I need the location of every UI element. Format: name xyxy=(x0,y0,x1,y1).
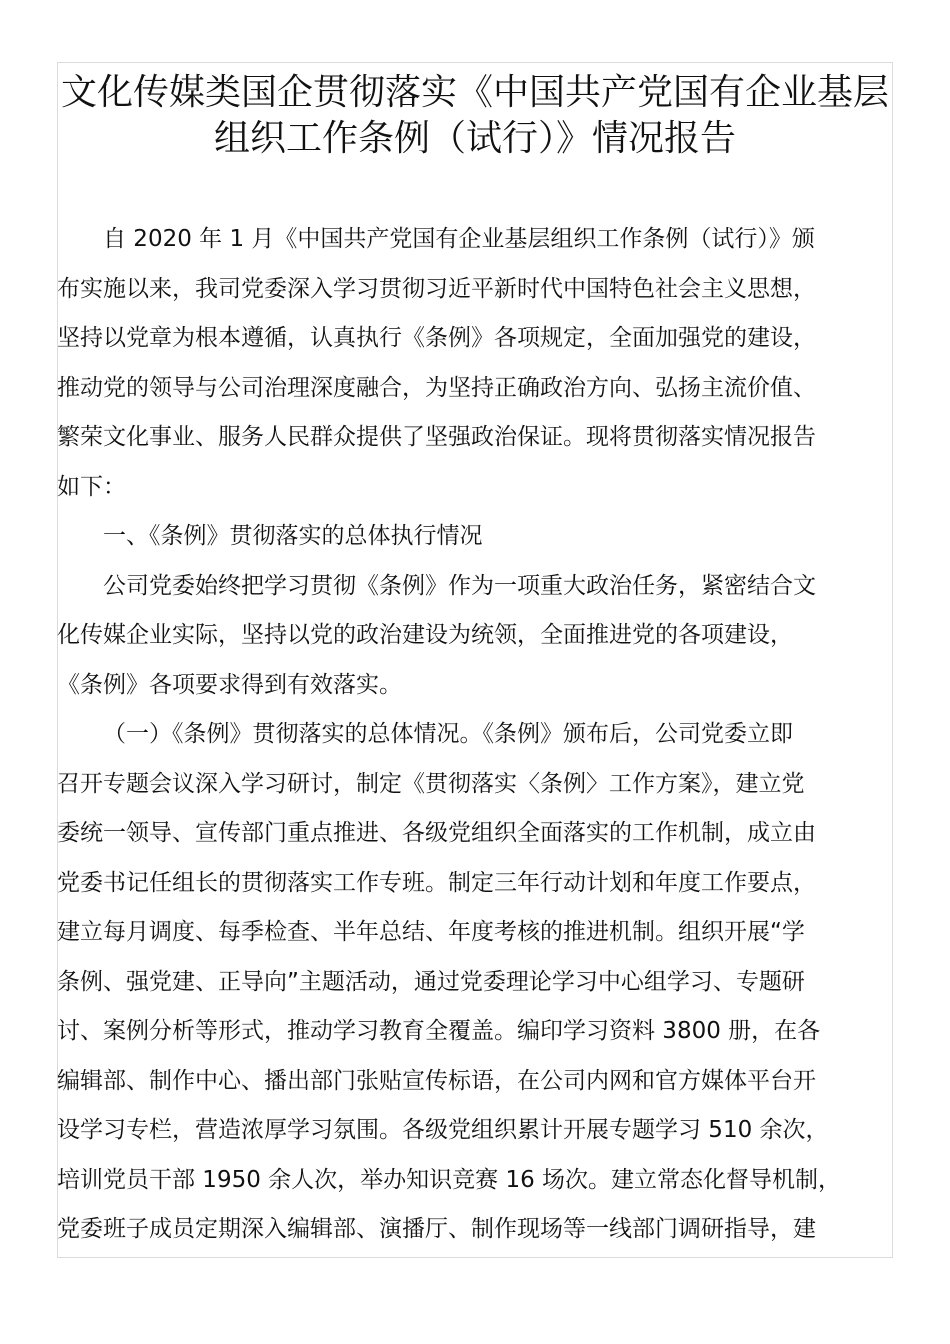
text-line: 建立每月调度、每季检查、半年总结、年度考核的推进机制。组织开展“学 xyxy=(57,919,805,945)
text-line: 党委书记任组长的贯彻落实工作专班。制定三年行动计划和年度工作要点， xyxy=(57,869,816,896)
text-line: 繁荣文化事业、服务人民群众提供了坚强政治保证。现将贯彻落实情况报告 xyxy=(57,424,816,450)
text-line: 一、《条例》贯彻落实的总体执行情况 xyxy=(103,523,483,549)
paragraph xyxy=(57,215,893,512)
text-line: 如下： xyxy=(57,473,126,500)
text-line: （一）《条例》贯彻落实的总体情况。《条例》颁布后，公司党委立即 xyxy=(103,721,793,747)
text-line: 推动党的领导与公司治理深度融合，为坚持正确政治方向、弘扬主流价值、 xyxy=(57,374,816,401)
document-title xyxy=(0,70,950,162)
text-line: 《条例》各项要求得到有效落实。 xyxy=(57,671,402,698)
text-line: 讨、案例分析等形式，推动学习教育全覆盖。编印学习资料 3800 册，在各 xyxy=(57,1018,821,1044)
text-line: 编辑部、制作中心、播出部门张贴宣传标语，在公司内网和官方媒体平台开 xyxy=(57,1067,816,1094)
text-line: 化传媒企业实际，坚持以党的政治建设为统领，全面推进党的各项建设， xyxy=(57,622,793,648)
paragraph xyxy=(57,710,893,1255)
text-line: 培训党员干部 1950 余人次，举办知识竞赛 16 场次。建立常态化督导机制， xyxy=(57,1166,842,1193)
text-line: 召开专题会议深入学习研讨，制定《贯彻落实〈条例〉工作方案》，建立党 xyxy=(57,770,805,797)
section-heading xyxy=(57,512,893,562)
document-body xyxy=(57,215,893,1255)
text-line: 委统一领导、宣传部门重点推进、各级党组织全面落实的工作机制，成立由 xyxy=(57,820,816,846)
text-line: 自 2020 年 1 月《中国共产党国有企业基层组织工作条例（试行）》颁 xyxy=(103,226,815,252)
text-line: 党委班子成员定期深入编辑部、演播厅、制作现场等一线部门调研指导，建 xyxy=(57,1216,816,1242)
text-line: 条例、强党建、正导向”主题活动，通过党委理论学习中心组学习、专题研 xyxy=(57,968,805,995)
paragraph xyxy=(57,562,893,711)
text-line: 设学习专栏，营造浓厚学习氛围。各级党组织累计开展专题学习 510 余次， xyxy=(57,1117,829,1143)
text-line: 公司党委始终把学习贯彻《条例》作为一项重大政治任务，紧密结合文 xyxy=(103,572,816,599)
text-line: 坚持以党章为根本遵循，认真执行《条例》各项规定，全面加强党的建设， xyxy=(57,325,816,351)
text-line: 布实施以来，我司党委深入学习贯彻习近平新时代中国特色社会主义思想， xyxy=(57,275,816,302)
title-line-1: 文化传媒类国企贯彻落实《中国共产党国有企业基层 xyxy=(60,72,889,113)
title-line-2: 组织工作条例（试行）》情况报告 xyxy=(213,118,736,159)
